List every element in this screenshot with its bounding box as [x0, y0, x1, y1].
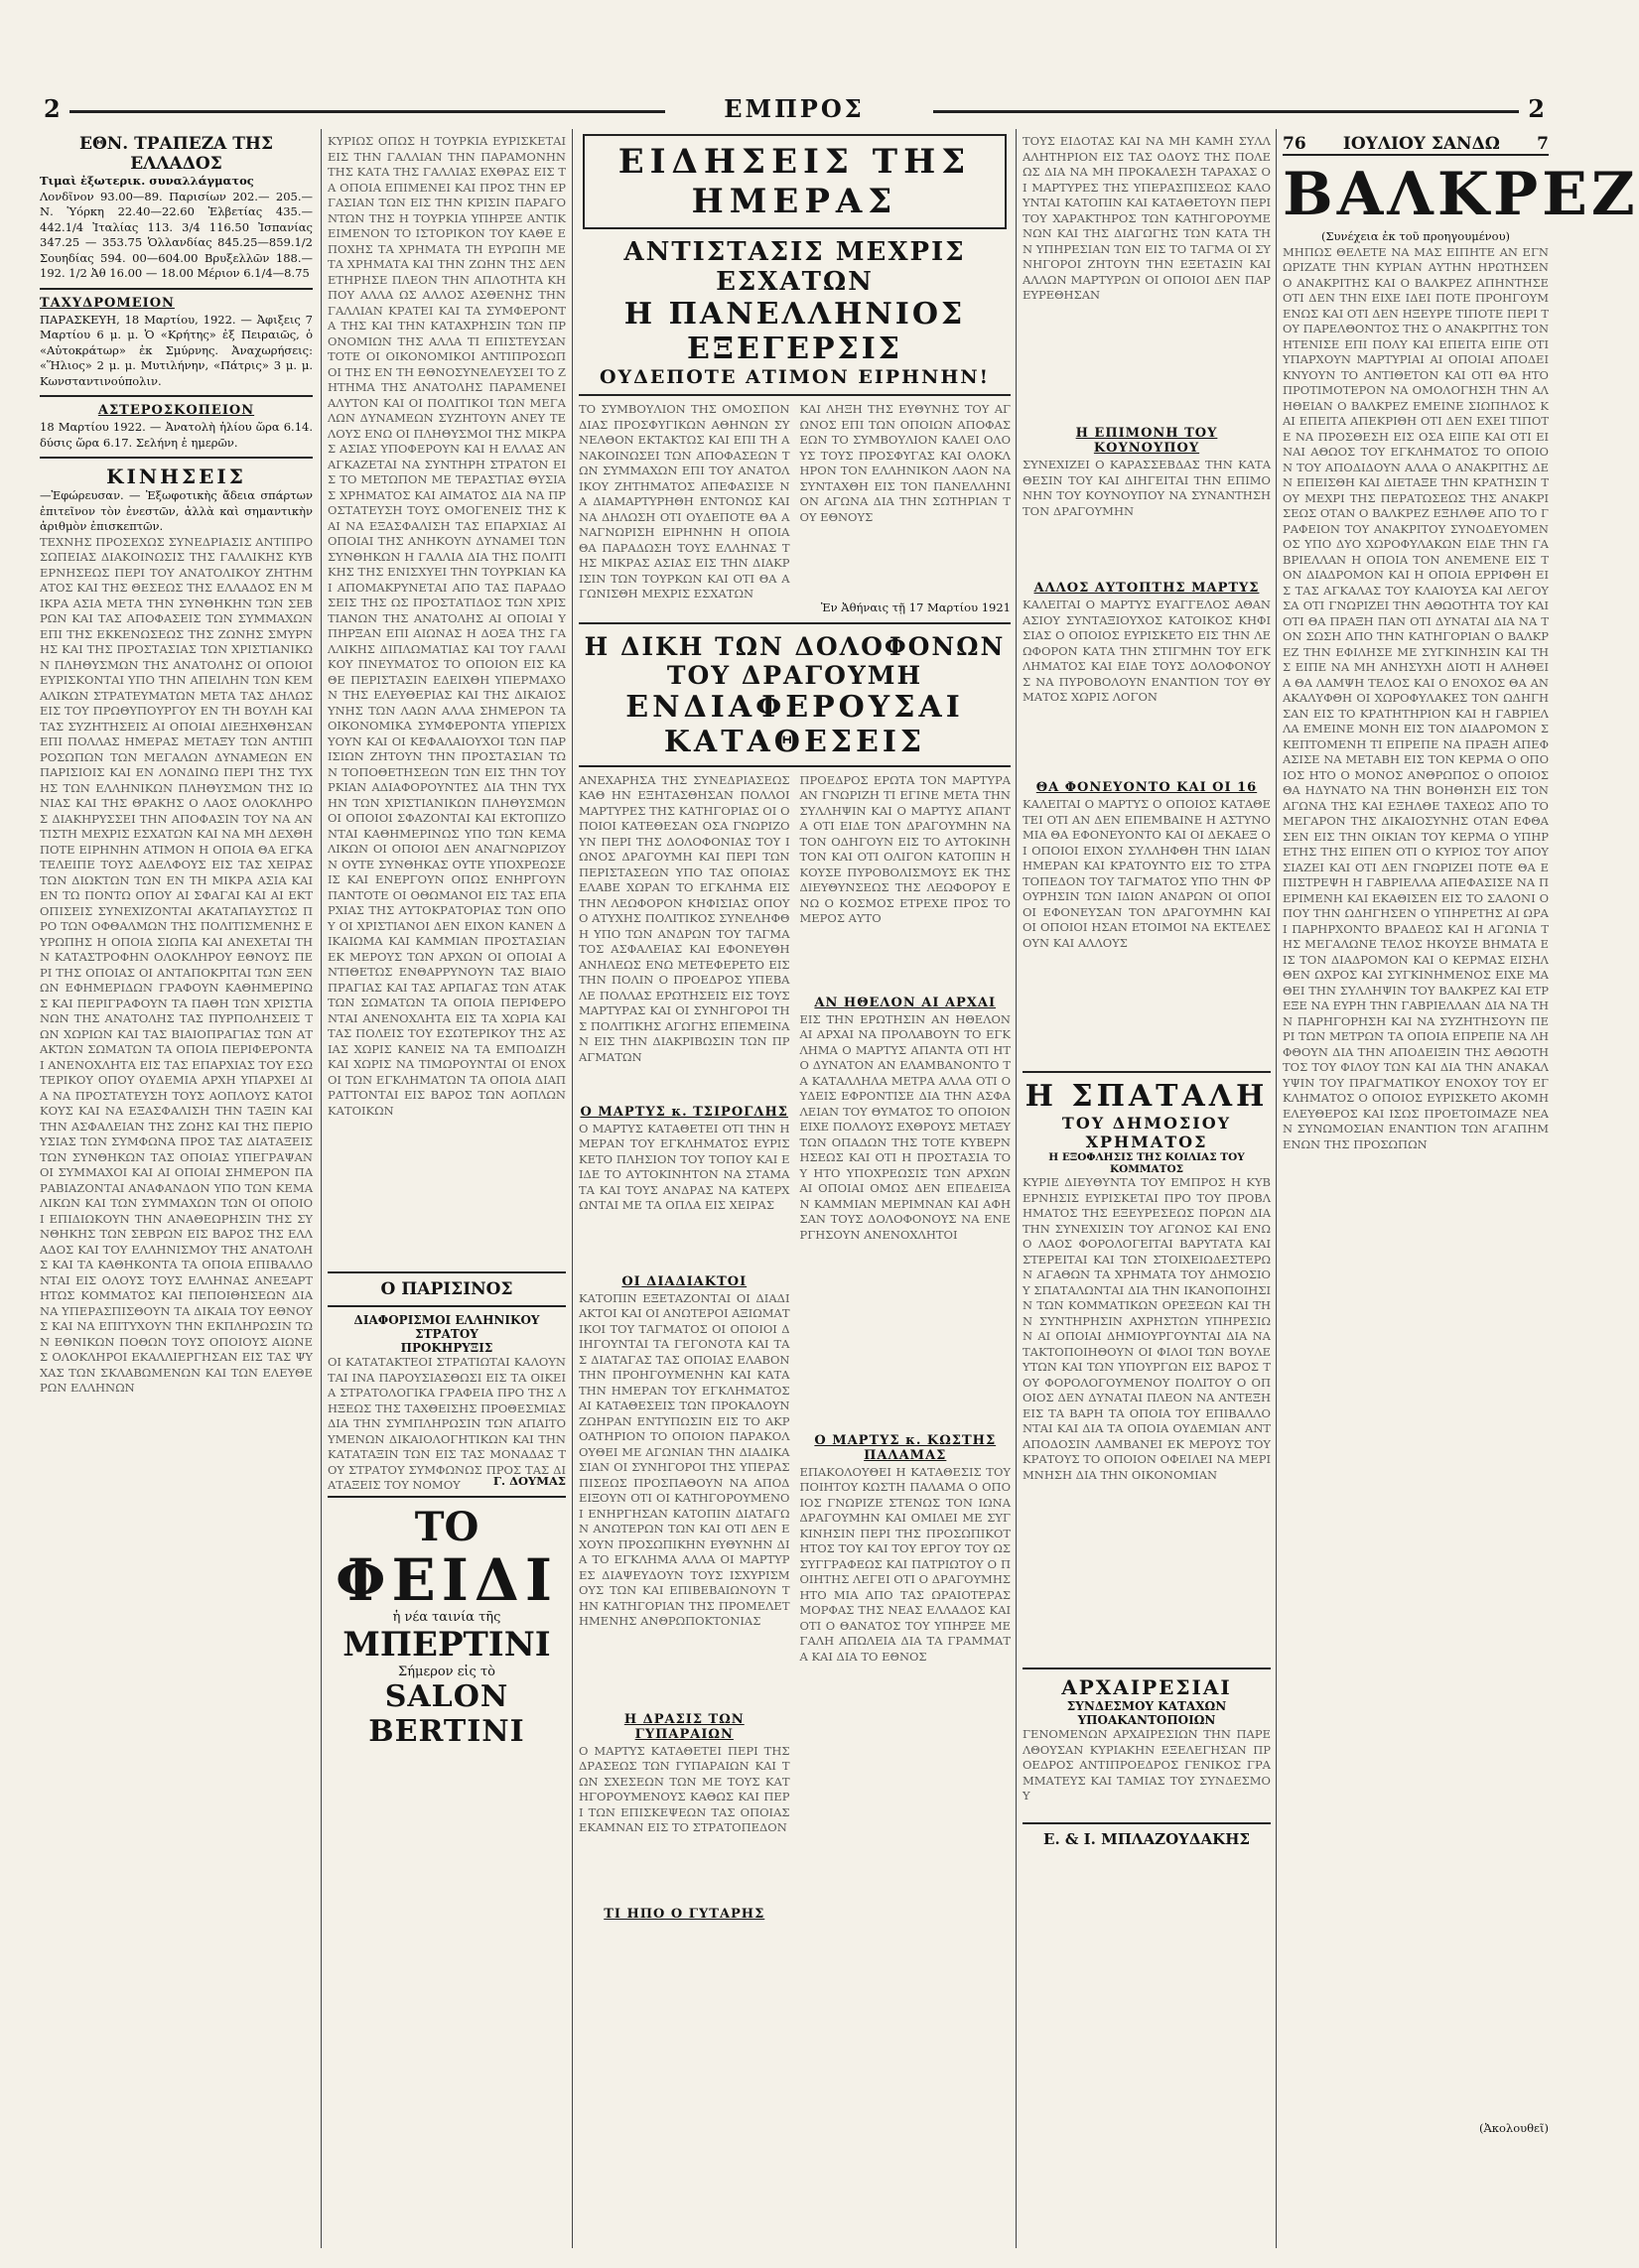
article-body: ΕΙΣ ΤΗΝ ΕΡΩΤΗΣΙΝ ΑΝ ΗΘΕΛΟΝ ΑΙ ΑΡΧΑΙ ΝΑ ΠΡΟΛΑΒΟΥΝ ΤΟ ΕΓΚΛΗΜΑ Ο ΜΑΡΤΥΣ ΑΠΑΝΤΑ ΟΤΙ ΗΤΟ ΔΥΝΑΤΟΝ ΑΝ ΕΛΑΜΒΑΝΟΝΤΟ ΤΑ ΚΑΤΑΛΛΗΛΑ ΜΕΤΡΑ ΑΛΛΑ ΟΤΙ ΟΥΔΕΙΣ ΕΦΡΟΝΤΙΣΕ ΔΙΑ ΤΗΝ ΑΣΦΑΛΕΙΑΝ ΤΟΥ ΘΥΜΑΤΟΣ ΤΟ ΟΠΟΙΟΝ ΕΙΧΕ ΠΟΛΛΟΥΣ ΕΧΘΡΟΥΣ ΜΕΤΑΞΥ ΤΩΝ ΟΠΑΔΩΝ ΤΗΣ ΤΟΤΕ ΚΥΒΕΡΝΗΣΕΩΣ ΚΑΙ ΟΤΙ Η ΠΡΟΣΤΑΣΙΑ ΤΟΥ ΗΤΟ ΥΠΟΧΡΕΩΣΙΣ ΤΩΝ ΑΡΧΩΝ ΑΙ ΟΠΟΙΑΙ ΟΜΩΣ ΔΕΝ ΕΠΕΔΕΙΞΑΝ ΚΑΜΜΙΑΝ ΜΕΡΙΜΝΑΝ ΚΑΙ ΑΦΗΣΑΝ ΤΟΥΣ ΔΟΛΟΦΟΝΟΥΣ ΝΑ ΕΝΕΡΓΗΣΟΥΝ ΑΝΕΝΟΧΛΗΤΟΙ — [799, 1011, 1011, 1242]
page-number-right: 2 — [1528, 94, 1545, 123]
fidi-ad-line1: ἡ νέα ταινία τῆς — [392, 1610, 501, 1626]
column-4 — [1023, 134, 1271, 2248]
headline-dragoumis-trial: Η ΔΙΚΗ ΤΩΝ ΔΟΛΟΦΟΝΩΝ ΤΟΥ ΔΡΑΓΟΥΜΗ — [584, 631, 1006, 690]
article-body: ΚΑΤΟΠΙΝ ΕΞΕΤΑΖΟΝΤΑΙ ΟΙ ΔΙΑΔΙΑΚΤΟΙ ΚΑΙ ΟΙ ΑΝΩΤΕΡΟΙ ΑΞΙΩΜΑΤΙΚΟΙ ΤΟΥ ΤΑΓΜΑΤΟΣ ΟΙ ΟΠΟΙΟΙ ΔΙΗΓΟΥΝΤΑΙ ΤΑ ΓΕΓΟΝΟΤΑ ΚΑΙ ΤΑΣ ΔΙΑΤΑΓΑΣ ΤΑΣ ΟΠΟΙΑΣ ΕΛΑΒΟΝ ΤΗΝ ΠΡΟΗΓΟΥΜΕΝΗΝ ΚΑΙ ΚΑΤΑ ΤΗΝ ΗΜΕΡΑΝ ΤΟΥ ΕΓΚΛΗΜΑΤΟΣ ΑΙ ΚΑΤΑΘΕΣΕΙΣ ΤΩΝ ΠΡΟΚΑΛΟΥΝ ΖΩΗΡΑΝ ΕΝΤΥΠΩΣΙΝ ΕΙΣ ΤΟ ΑΚΡΟΑΤΗΡΙΟΝ ΤΟ ΟΠΟΙΟΝ ΠΑΡΑΚΟΛΟΥΘΕΙ ΜΕ ΑΓΩΝΙΑΝ ΤΗΝ ΔΙΑΔΙΚΑΣΙΑΝ ΟΙ ΣΥΝΗΓΟΡΟΙ ΤΗΣ ΥΠΕΡΑΣΠΙΣΕΩΣ ΠΡΟΣΠΑΘΟΥΝ ΝΑ ΑΠΟΔΕΙΞΟΥΝ ΟΤΙ ΟΙ ΚΑΤΗΓΟΡΟΥΜΕΝΟΙ ΕΝΗΡΓΗΣΑΝ ΚΑΤΟΠΙΝ ΔΙΑΤΑΓΩΝ ΑΝΩΤΕΡΩΝ ΤΩΝ ΚΑΙ ΟΤΙ ΔΕΝ ΕΧΟΥΝ ΠΡΟΣΩΠΙΚΗΝ ΕΥΘΥΝΗΝ ΔΙΑ ΤΟ ΕΓΚΛΗΜΑ ΑΛΛΑ ΟΙ ΜΑΡΤΥΡΕΣ ΔΙΑΨΕΥΔΟΥΝ ΤΟΥΣ ΙΣΧΥΡΙΣΜΟΥΣ ΤΩΝ ΚΑΙ ΕΠΙΒΕΒΑΙΩΝΟΥΝ ΤΗΝ ΚΑΤΗΓΟΡΙΑΝ ΤΗΣ ΠΡΟΜΕΛΕΤΗΜΕΝΗΣ ΑΝΘΡΩΠΟΚΤΟΝΙΑΣ — [579, 1290, 790, 1628]
subhead-gyparaioi: Η ΔΡΑΣΙΣ ΤΩΝ ΓΥΠΑΡΑΙΩΝ — [623, 1711, 745, 1742]
army-ad-body: ΟΙ ΚΑΤΑΤΑΚΤΕΟΙ ΣΤΡΑΤΙΩΤΑΙ ΚΑΛΟΥΝΤΑΙ ΙΝΑ ΠΑΡΟΥΣΙΑΣΘΩΣΙ ΕΙΣ ΤΑ ΟΙΚΕΙΑ ΣΤΡΑΤΟΛΟΓΙΚΑ ΓΡΑΦΕΙΑ ΠΡΟ ΤΗΣ ΛΗΞΕΩΣ ΤΗΣ ΤΑΧΘΕΙΣΗΣ ΠΡΟΘΕΣΜΙΑΣ ΔΙΑ ΤΗΝ ΣΥΜΠΛΗΡΩΣΙΝ ΤΩΝ ΑΠΑΙΤΟΥΜΕΝΩΝ ΔΙΚΑΙΟΛΟΓΗΤΙΚΩΝ ΚΑΙ ΤΗΝ ΚΑΤΑΤΑΞΙΝ ΤΩΝ ΕΙΣ ΤΑΣ ΜΟΝΑΔΑΣ ΤΟΥ ΣΤΡΑΤΟΥ ΣΥΜΦΩΝΩΣ ΠΡΟΣ ΤΑΣ ΔΙΑΤΑΞΕΙΣ ΤΟΥ ΝΟΜΟΥ — [328, 1355, 566, 1492]
article-body: ΣΥΝΕΧΙΖΕΙ Ο ΚΑΡΑΣΣΕΒΔΑΣ ΤΗΝ ΚΑΤΑΘΕΣΙΝ ΤΟΥ ΚΑΙ ΔΙΗΓΕΙΤΑΙ ΤΗΝ ΕΠΙΜΟΝΗΝ ΤΟΥ ΚΟΥΝΟΥΠΟΥ ΝΑ ΣΥΝΑΝΤΗΣΗ ΤΟΝ ΔΡΑΓΟΥΜΗΝ — [1023, 458, 1271, 518]
article-body: ΤΕΧΝΗΣ ΠΡΟΣΕΧΩΣ ΣΥΝΕΔΡΙΑΣΙΣ ΑΝΤΙΠΡΟΣΩΠΕΙΑΣ ΔΙΑΚΟΙΝΩΣΙΣ ΤΗΣ ΓΑΛΛΙΚΗΣ ΚΥΒΕΡΝΗΣΕΩΣ ΠΕΡΙ ΤΟΥ ΑΝΑΤΟΛΙΚΟΥ ΖΗΤΗΜΑΤΟΣ ΚΑΙ ΤΗΣ ΘΕΣΕΩΣ ΤΗΣ ΕΛΛΑΔΟΣ ΕΝ ΜΙΚΡΑ ΑΣΙΑ ΜΕΤΑ ΤΗΝ ΣΥΝΘΗΚΗΝ ΤΩΝ ΣΕΒΡΩΝ ΚΑΙ ΤΑΣ ΑΠΟΦΑΣΕΙΣ ΤΩΝ ΣΥΜΜΑΧΩΝ ΕΠΙ ΤΗΣ ΕΚΚΕΝΩΣΕΩΣ ΤΗΣ ΖΩΝΗΣ ΣΜΥΡΝΗΣ ΚΑΙ ΤΗΣ ΠΡΟΣΤΑΣΙΑΣ ΤΩΝ ΧΡΙΣΤΙΑΝΙΚΩΝ ΠΛΗΘΥΣΜΩΝ ΤΗΣ ΑΝΑΤΟΛΗΣ ΟΙ ΟΠΟΙΟΙ ΕΥΡΙΣΚΟΝΤΑΙ ΥΠΟ ΤΗΝ ΑΠΕΙΛΗΝ ΤΩΝ ΚΕΜΑΛΙΚΩΝ ΣΤΡΑΤΕΥΜΑΤΩΝ ΜΕΤΑ ΤΑΣ ΔΗΛΩΣΕΙΣ ΤΟΥ ΠΡΩΘΥΠΟΥΡΓΟΥ ΕΝ ΤΗ ΒΟΥΛΗ ΚΑΙ ΤΑΣ ΣΥΖΗΤΗΣΕΙΣ ΑΙ ΟΠΟΙΑΙ ΔΙΕΞΗΧΘΗΣΑΝ ΕΠΙ ΠΟΛΛΑΣ ΗΜΕΡΑΣ ΜΕΤΑΞΥ ΤΩΝ ΑΝΤΙΠΡΟΣΩΠΩΝ ΤΩΝ ΜΕΓΑΛΩΝ ΔΥΝΑΜΕΩΝ ΕΝ ΠΑΡΙΣΙΟΙΣ ΚΑΙ ΕΝ ΛΟΝΔΙΝΩ ΠΕΡΙ ΤΗΣ ΤΥΧΗΣ ΤΩΝ ΕΛΛΗΝΙΚΩΝ ΠΛΗΘΥΣΜΩΝ ΤΗΣ ΙΩΝΙΑΣ ΚΑΙ ΤΗΣ ΘΡΑΚΗΣ Ο ΛΑΟΣ ΟΛΟΚΛΗΡΟΣ ΔΙΑΚΗΡΥΣΣΕΙ ΤΗΝ ΑΠΟΦΑΣΙΝ ΤΟΥ ΝΑ ΑΝΤΙΣΤΗ ΜΕΧΡΙΣ ΕΣΧΑΤΩΝ ΚΑΙ ΝΑ ΜΗ ΔΕΧΘΗ ΠΟΤΕ ΕΙΡΗΝΗΝ ΑΤΙΜΟΝ Η ΟΠΟΙΑ ΘΑ ΕΓΚΑΤΕΛΕΙΠΕ ΤΟΥΣ ΑΔΕΛΦΟΥΣ ΕΙΣ ΤΑΣ ΧΕΙΡΑΣ ΤΩΝ ΔΙΩΚΤΩΝ ΤΩΝ ΕΝ ΤΗ ΜΙΚΡΑ ΑΣΙΑ ΚΑΙ ΕΝ ΤΩ ΠΟΝΤΩ ΟΠΟΥ ΑΙ ΣΦΑΓΑΙ ΚΑΙ ΑΙ ΕΚΤΟΠΙΣΕΙΣ ΣΥΝΕΧΙΖΟΝΤΑΙ ΑΚΑΤΑΠΑΥΣΤΩΣ ΠΡΟ ΤΩΝ ΟΦΘΑΛΜΩΝ ΤΗΣ ΠΟΛΙΤΙΣΜΕΝΗΣ ΕΥΡΩΠΗΣ Η ΟΠΟΙΑ ΣΙΩΠΑ ΚΑΙ ΑΝΕΧΕΤΑΙ ΤΗΝ ΚΑΤΑΣΤΡΟΦΗΝ ΟΛΟΚΛΗΡΟΥ ΕΘΝΟΥΣ ΠΕΡΙ ΤΗΣ ΟΠΟΙΑΣ ΟΙ ΑΝΤΑΠΟΚΡΙΤΑΙ ΤΩΝ ΞΕΝΩΝ ΕΦΗΜΕΡΙΔΩΝ ΓΡΑΦΟΥΝ ΚΑΘΗΜΕΡΙΝΩΣ ΚΑΙ ΠΕΡΙΓΡΑΦΟΥΝ ΤΑ ΠΑΘΗ ΤΩΝ ΧΡΙΣΤΙΑΝΩΝ ΤΗΣ ΑΝΑΤΟΛΗΣ ΤΑΣ ΠΥΡΠΟΛΗΣΕΙΣ ΤΩΝ ΧΩΡΙΩΝ ΚΑΙ ΤΑΣ ΒΙΑΙΟΠΡΑΓΙΑΣ ΤΩΝ ΑΤΑΚΤΩΝ ΣΩΜΑΤΩΝ ΤΑ ΟΠΟΙΑ ΠΕΡΙΦΕΡΟΝΤΑΙ ΑΝΕΝΟΧΛΗΤΑ ΕΙΣ ΤΑΣ ΕΠΑΡΧΙΑΣ ΤΟΥ ΕΣΩΤΕΡΙΚΟΥ ΟΠΟΥ ΟΥΔΕΜΙΑ ΑΡΧΗ ΥΠΑΡΧΕΙ ΔΙΑ ΝΑ ΠΡΟΣΤΑΤΕΥΣΗ ΤΟΥΣ ΑΟΠΛΟΥΣ ΚΑΤΟΙΚΟΥΣ ΚΑΙ ΝΑ ΕΞΑΣΦΑΛΙΣΗ ΤΗΝ ΤΑΞΙΝ ΚΑΙ ΤΗΝ ΑΣΦΑΛΕΙΑΝ ΤΗΣ ΖΩΗΣ ΚΑΙ ΤΗΣ ΠΕΡΙΟΥΣΙΑΣ ΤΩΝ ΣΥΜΦΩΝΑ ΠΡΟΣ ΤΑΣ ΔΙΑΤΑΞΕΙΣ ΤΩΝ ΣΥΝΘΗΚΩΝ ΤΑΣ ΟΠΟΙΑΣ ΥΠΕΓΡΑΨΑΝ ΟΙ ΣΥΜΜΑΧΟΙ ΚΑΙ ΑΙ ΟΠΟΙΑΙ ΣΗΜΕΡΟΝ ΠΑΡΑΒΙΑΖΟΝΤΑΙ ΑΝΑΦΑΝΔΟΝ ΥΠΟ ΤΩΝ ΚΕΜΑΛΙΚΩΝ ΚΑΙ ΤΩΝ ΣΥΜΜΑΧΩΝ ΤΩΝ ΟΙ ΟΠΟΙΟΙ ΕΠΙΔΙΩΚΟΥΝ ΤΗΝ ΑΝΑΘΕΩΡΗΣΙΝ ΤΗΣ ΣΥΝΘΗΚΗΣ ΤΩΝ ΣΕΒΡΩΝ ΕΙΣ ΒΑΡΟΣ ΤΗΣ ΕΛΛΑΔΟΣ ΚΑΙ ΤΟΥ ΕΛΛΗΝΙΣΜΟΥ ΤΗΣ ΑΝΑΤΟΛΗΣ ΚΑΙ ΤΑ ΚΑΘΗΚΟΝΤΑ ΤΑ ΟΠΟΙΑ ΕΠΙΒΑΛΛΟΝΤΑΙ ΕΙΣ ΟΛΟΥΣ ΤΟΥΣ ΕΛΛΗΝΑΣ ΑΝΕΞΑΡΤΗΤΩΣ ΚΟΜΜΑΤΟΣ ΚΑΙ ΠΕΠΟΙΘΗΣΕΩΝ ΔΙΑ ΝΑ ΥΠΕΡΑΣΠΙΣΘΟΥΝ ΤΑ ΔΙΚΑΙΑ ΤΟΥ ΕΘΝΟΥΣ ΚΑΙ ΝΑ ΕΠΙΤΥΧΟΥΝ ΤΗΝ ΕΚΠΛΗΡΩΣΙΝ ΤΩΝ ΕΘΝΙΚΩΝ ΠΟΘΩΝ ΤΟΥΣ ΟΠΟΙΟΥΣ ΑΙΩΝΕΣ ΟΛΟΚΛΗΡΟΙ ΕΚΑΛΛΙΕΡΓΗΣΑΝ ΕΙΣ ΤΑΣ ΨΥΧΑΣ ΤΩΝ ΣΚΛΑΒΩΜΕΝΩΝ ΚΑΙ ΤΩΝ ΕΛΕΥΘΕΡΩΝ ΕΛΛΗΝΩΝ — [40, 534, 313, 1395]
article-body: ΠΡΟΕΔΡΟΣ ΕΡΩΤΑ ΤΟΝ ΜΑΡΤΥΡΑ ΑΝ ΓΝΩΡΙΖΗ ΤΙ ΕΓΙΝΕ ΜΕΤΑ ΤΗΝ ΣΥΛΛΗΨΙΝ ΚΑΙ Ο ΜΑΡΤΥΣ ΑΠΑΝΤΑ ΟΤΙ ΕΙΔΕ ΤΟΝ ΔΡΑΓΟΥΜΗΝ ΝΑ ΤΟΝ ΟΔΗΓΟΥΝ ΕΙΣ ΤΟ ΑΥΤΟΚΙΝΗΤΟΝ ΚΑΙ ΟΤΙ ΟΛΙΓΟΝ ΚΑΤΟΠΙΝ ΗΚΟΥΣΕ ΠΥΡΟΒΟΛΙΣΜΟΥΣ ΕΚ ΤΗΣ ΔΙΕΥΘΥΝΣΕΩΣ ΤΗΣ ΛΕΩΦΟΡΟΥ ΕΝΩ Ο ΚΟΣΜΟΣ ΕΤΡΕΧΕ ΠΡΟΣ ΤΟ ΜΕΡΟΣ ΑΥΤΟ — [799, 772, 1011, 925]
subhead-diadiaktoi: ΟΙ ΔΙΑΔΙΑΚΤΟΙ — [621, 1273, 748, 1289]
subhead-sixteen: ΘΑ ΦΟΝΕΥΟΝΤΟ ΚΑΙ ΟΙ 16 — [1035, 780, 1258, 795]
fidi-ad-title: ΦΕΙΔΙ — [336, 1545, 558, 1614]
masthead — [40, 94, 1549, 124]
post-title: ΤΑΧΥΔΡΟΜΕΙΟΝ — [40, 295, 175, 311]
subhead-witness-tsiroglis: Ο ΜΑΡΤΥΣ κ. ΤΣΙΡΟΓΛΗΣ — [580, 1104, 788, 1120]
fidi-ad-bertini: ΜΠΕΡΤΙΝΙ — [342, 1625, 551, 1666]
column-3 — [579, 134, 1011, 2248]
article-body: ΕΠΑΚΟΛΟΥΘΕΙ Η ΚΑΤΑΘΕΣΙΣ ΤΟΥ ΠΟΙΗΤΟΥ ΚΩΣΤΗ ΠΑΛΑΜΑ Ο ΟΠΟΙΟΣ ΓΝΩΡΙΖΕ ΣΤΕΝΩΣ ΤΟΝ ΙΩΝΑ ΔΡΑΓΟΥΜΗΝ ΚΑΙ ΟΜΙΛΕΙ ΜΕ ΣΥΓΚΙΝΗΣΙΝ ΠΕΡΙ ΤΗΣ ΠΡΟΣΩΠΙΚΟΤΗΤΟΣ ΤΟΥ ΚΑΙ ΤΟΥ ΕΡΓΟΥ ΤΟΥ ΩΣ ΣΥΓΓΡΑΦΕΩΣ ΚΑΙ ΠΑΤΡΙΩΤΟΥ Ο ΠΟΙΗΤΗΣ ΛΕΓΕΙ ΟΤΙ Ο ΔΡΑΓΟΥΜΗΣ ΗΤΟ ΜΙΑ ΑΠΟ ΤΑΣ ΩΡΑΙΟΤΕΡΑΣ ΜΟΡΦΑΣ ΤΗΣ ΝΕΑΣ ΕΛΛΑΔΟΣ ΚΑΙ ΟΤΙ Ο ΘΑΝΑΤΟΣ ΤΟΥ ΥΠΗΡΞΕ ΜΕΓΑΛΗ ΑΠΩΛΕΙΑ ΔΙΑ ΤΑ ΓΡΑΜΜΑΤΑ ΚΑΙ ΔΙΑ ΤΟ ΕΘΝΟΣ — [799, 1464, 1011, 1664]
column-2 — [328, 134, 566, 2248]
column-1 — [40, 134, 313, 2248]
ad-merchant-name: Ε. & Ι. ΜΠΛΑΖΟΥΔΑΚΗΣ — [1043, 1830, 1250, 1848]
article-body: ΑΝΕΧΑΡΗΣΑ ΤΗΣ ΣΥΝΕΔΡΙΑΣΕΩΣ ΚΑΘ ΗΝ ΕΞΗΤΑΣΘΗΣΑΝ ΠΟΛΛΟΙ ΜΑΡΤΥΡΕΣ ΤΗΣ ΚΑΤΗΓΟΡΙΑΣ ΟΙ ΟΠΟΙΟΙ ΚΑΤΕΘΕΣΑΝ ΟΣΑ ΓΝΩΡΙΖΟΥΝ ΠΕΡΙ ΤΗΣ ΔΟΛΟΦΟΝΙΑΣ ΤΟΥ ΙΩΝΟΣ ΔΡΑΓΟΥΜΗ ΚΑΙ ΠΕΡΙ ΤΩΝ ΠΕΡΙΣΤΑΣΕΩΝ ΥΠΟ ΤΑΣ ΟΠΟΙΑΣ ΕΛΑΒΕ ΧΩΡΑΝ ΤΟ ΕΓΚΛΗΜΑ ΕΙΣ ΤΗΝ ΛΕΩΦΟΡΟΝ ΚΗΦΙΣΙΑΣ ΟΠΟΥ Ο ΑΤΥΧΗΣ ΠΟΛΙΤΙΚΟΣ ΣΥΝΕΛΗΦΘΗ ΥΠΟ ΤΩΝ ΑΝΔΡΩΝ ΤΟΥ ΤΑΓΜΑΤΟΣ ΑΣΦΑΛΕΙΑΣ ΚΑΙ ΕΦΟΝΕΥΘΗ ΑΝΗΛΕΩΣ ΕΝΩ ΜΕΤΕΦΕΡΕΤΟ ΕΙΣ ΤΗΝ ΠΟΛΙΝ Ο ΠΡΟΕΔΡΟΣ ΥΠΕΒΑΛΕ ΠΟΛΛΑΣ ΕΡΩΤΗΣΕΙΣ ΕΙΣ ΤΟΥΣ ΜΑΡΤΥΡΑΣ ΚΑΙ ΟΙ ΣΥΝΗΓΟΡΟΙ ΤΗΣ ΠΟΛΙΤΙΚΗΣ ΑΓΩΓΗΣ ΕΠΕΜΕΙΝΑΝ ΕΙΣ ΤΗΝ ΔΙΑΚΡΙΒΩΣΙΝ ΤΩΝ ΠΡΑΓΜΑΤΩΝ — [579, 772, 790, 1064]
headline-testimonies: ΕΝΔΙΑΦΕΡΟΥΣΑΙ ΚΑΤΑΘΕΣΕΙΣ — [625, 689, 964, 759]
fidi-ad-line2: Σήμερον εἰς τὸ — [398, 1665, 495, 1680]
army-ad-title: ΔΙΑΦΟΡΙΣΜΟΙ ΕΛΛΗΝΙΚΟΥ ΣΤΡΑΤΟΥ — [353, 1313, 540, 1341]
serial-body: ΜΗΠΩΣ ΘΕΛΕΤΕ ΝΑ ΜΑΣ ΕΙΠΗΤΕ ΑΝ ΕΓΝΩΡΙΖΑΤΕ ΤΗΝ ΚΥΡΙΑΝ ΑΥΤΗΝ ΗΡΩΤΗΣΕΝ Ο ΑΝΑΚΡΙΤΗΣ ΚΑΙ Ο ΒΑΛΚΡΕΖ ΑΠΗΝΤΗΣΕ ΟΤΙ ΔΕΝ ΤΗΝ ΕΙΧΕ ΙΔΕΙ ΠΟΤΕ ΠΡΟΗΓΟΥΜΕΝΩΣ ΚΑΙ ΟΤΙ ΔΕΝ ΗΞΕΥΡΕ ΤΙΠΟΤΕ ΠΕΡΙ ΤΟΥ ΠΑΡΕΛΘΟΝΤΟΣ ΤΗΣ Ο ΑΝΑΚΡΙΤΗΣ ΤΟΝ ΗΤΕΝΙΣΕ ΕΠΙ ΠΟΛΥ ΚΑΙ ΕΠΕΙΤΑ ΕΙΠΕ ΟΤΙ ΥΠΑΡΧΟΥΝ ΜΑΡΤΥΡΙΑΙ ΑΙ ΟΠΟΙΑΙ ΑΠΟΔΕΙΚΝΥΟΥΝ ΤΟ ΑΝΤΙΘΕΤΟΝ ΚΑΙ ΟΤΙ ΘΑ ΗΤΟ ΠΡΟΤΙΜΟΤΕΡΟΝ ΝΑ ΟΜΟΛΟΓΗΣΗ ΤΗΝ ΑΛΗΘΕΙΑΝ Ο ΒΑΛΚΡΕΖ ΕΜΕΙΝΕ ΣΙΩΠΗΛΟΣ ΚΑΙ ΕΠΕΙΤΑ ΑΠΕΚΡΙΘΗ ΟΤΙ ΔΕΝ ΕΧΕΙ ΤΙΠΟΤΕ ΝΑ ΠΡΟΣΘΕΣΗ ΕΙΣ ΟΣΑ ΕΙΠΕ ΚΑΙ ΟΤΙ ΕΙΝΑΙ ΑΘΩΟΣ ΤΟΥ ΕΓΚΛΗΜΑΤΟΣ ΤΟ ΟΠΟΙΟΝ ΤΟΥ ΑΠΟΔΙΔΟΥΝ ΑΛΛΑ Ο ΑΝΑΚΡΙΤΗΣ ΔΕΝ ΕΠΕΙΣΘΗ ΚΑΙ ΔΙΕΤΑΞΕ ΤΗΝ ΚΡΑΤΗΣΙΝ ΤΟΥ ΜΕΧΡΙ ΤΗΣ ΠΕΡΑΤΩΣΕΩΣ ΤΗΣ ΑΝΑΚΡΙΣΕΩΣ ΟΤΑΝ Ο ΒΑΛΚΡΕΖ ΕΞΗΛΘΕ ΑΠΟ ΤΟ ΓΡΑΦΕΙΟΝ ΤΟΥ ΑΝΑΚΡΙΤΟΥ ΣΥΝΟΔΕΥΟΜΕΝΟΣ ΥΠΟ ΔΥΟ ΧΩΡΟΦΥΛΑΚΩΝ ΕΙΔΕ ΤΗΝ ΓΑΒΡΙΕΛΛΑΝ Η ΟΠΟΙΑ ΤΟΝ ΑΝΕΜΕΝΕ ΕΙΣ ΤΟΝ ΔΙΑΔΡΟΜΟΝ ΚΑΙ Η ΟΠΟΙΑ ΕΡΡΙΦΘΗ ΕΙΣ ΤΑΣ ΑΓΚΑΛΑΣ ΤΟΥ ΚΛΑΙΟΥΣΑ ΚΑΙ ΛΕΓΟΥΣΑ ΟΤΙ ΓΝΩΡΙΖΕΙ ΤΗΝ ΑΘΩΟΤΗΤΑ ΤΟΥ ΚΑΙ ΟΤΙ ΘΑ ΠΡΑΞΗ ΠΑΝ ΟΤΙ ΔΥΝΑΤΑΙ ΔΙΑ ΝΑ ΤΟΝ ΣΩΣΗ ΑΠΟ ΤΗΝ ΚΑΤΗΓΟΡΙΑΝ Ο ΒΑΛΚΡΕΖ ΤΗΝ ΕΦΙΛΗΣΕ ΜΕ ΣΥΓΚΙΝΗΣΙΝ ΚΑΙ ΤΗΣ ΕΙΠΕ ΝΑ ΜΗ ΑΝΗΣΥΧΗ ΔΙΟΤΙ Η ΑΛΗΘΕΙΑ ΘΑ ΛΑΜΨΗ ΤΕΛΟΣ ΚΑΙ Ο ΕΝΟΧΟΣ ΘΑ ΑΝΑΚΑΛΥΦΘΗ ΟΙ ΧΩΡΟΦΥΛΑΚΕΣ ΤΟΝ ΩΔΗΓΗΣΑΝ ΕΙΣ ΤΟ ΚΡΑΤΗΤΗΡΙΟΝ ΚΑΙ Η ΓΑΒΡΙΕΛΛΑ ΕΜΕΙΝΕ ΜΟΝΗ ΕΙΣ ΤΟΝ ΔΙΑΔΡΟΜΟΝ ΣΚΕΠΤΟΜΕΝΗ ΤΙ ΕΠΡΕΠΕ ΝΑ ΠΡΑΞΗ ΑΠΕΦΑΣΙΣΕ ΝΑ ΜΕΤΑΒΗ ΕΙΣ ΤΟΝ ΚΕΡΜΑ Ο ΟΠΟΙΟΣ ΗΤΟ Ο ΜΟΝΟΣ ΑΝΘΡΩΠΟΣ Ο ΟΠΟΙΟΣ ΘΑ ΗΔΥΝΑΤΟ ΝΑ ΤΗΝ ΒΟΗΘΗΣΗ ΕΙΣ ΤΟΝ ΑΓΩΝΑ ΤΗΣ ΚΑΙ ΕΞΗΛΘΕ ΤΑΧΕΩΣ ΑΠΟ ΤΟ ΜΕΓΑΡΟΝ ΤΗΣ ΔΙΚΑΙΟΣΥΝΗΣ ΟΤΑΝ ΕΦΘΑΣΕΝ ΕΙΣ ΤΗΝ ΟΙΚΙΑΝ ΤΟΥ ΚΕΡΜΑ Ο ΥΠΗΡΕΤΗΣ ΤΗΣ ΕΙΠΕΝ ΟΤΙ Ο ΚΥΡΙΟΣ ΤΟΥ ΑΠΟΥΣΙΑΖΕΙ ΚΑΙ ΟΤΙ ΔΕΝ ΓΝΩΡΙΖΕΙ ΠΟΤΕ ΘΑ ΕΠΙΣΤΡΕΨΗ Η ΓΑΒΡΙΕΛΛΑ ΑΠΕΦΑΣΙΣΕ ΝΑ ΠΕΡΙΜΕΝΗ ΚΑΙ ΕΚΑΘΙΣΕΝ ΕΙΣ ΤΟ ΣΑΛΟΝΙ ΟΠΟΥ ΤΗΝ ΩΔΗΓΗΣΕΝ Ο ΥΠΗΡΕΤΗΣ ΑΙ ΩΡΑΙ ΠΑΡΗΡΧΟΝΤΟ ΒΡΑΔΕΩΣ ΚΑΙ Η ΑΓΩΝΙΑ ΤΗΣ ΜΕΓΑΛΩΝΕ ΤΕΛΟΣ ΗΚΟΥΣΕ ΒΗΜΑΤΑ ΕΙΣ ΤΟΝ ΔΙΑΔΡΟΜΟΝ ΚΑΙ Ο ΚΕΡΜΑΣ ΕΙΣΗΛΘΕΝ ΩΧΡΟΣ ΚΑΙ ΣΥΓΚΙΝΗΜΕΝΟΣ ΕΙΧΕ ΜΑΘΕΙ ΤΗΝ ΣΥΛΛΗΨΙΝ ΤΟΥ ΒΑΛΚΡΕΖ ΚΑΙ ΕΤΡΕΞΕ ΝΑ ΕΥΡΗ ΤΗΝ ΓΑΒΡΙΕΛΛΑΝ ΔΙΑ ΝΑ ΤΗΝ ΠΑΡΗΓΟΡΗΣΗ ΚΑΙ ΝΑ ΣΥΖΗΤΗΣΟΥΝ ΠΕΡΙ ΤΩΝ ΜΕΤΡΩΝ ΤΑ ΟΠΟΙΑ ΕΠΡΕΠΕ ΝΑ ΛΗΦΘΟΥΝ ΔΙΑ ΤΗΝ ΑΠΟΔΕΙΞΙΝ ΤΗΣ ΑΘΩΟΤΗΤΟΣ ΤΟΥ ΦΙΛΟΥ ΤΩΝ ΚΑΙ ΔΙΑ ΤΗΝ ΑΝΑΚΑΛΥΨΙΝ ΤΟΥ ΠΡΑΓΜΑΤΙΚΟΥ ΕΝΟΧΟΥ ΤΟΥ ΕΓΚΛΗΜΑΤΟΣ Ο ΟΠΟΙΟΣ ΕΥΡΙΣΚΕΤΟ ΑΚΟΜΗ ΕΛΕΥΘΕΡΟΣ ΚΑΙ ΙΣΩΣ ΠΡΟΕΤΟΙΜΑΖΕ ΝΕΑΝ ΣΥΝΩΜΟΣΙΑΝ ΕΝΑΝΤΙΟΝ ΤΩΝ ΑΓΑΠΗΜΕΝΩΝ ΤΗΣ ΠΡΟΣΩΠΩΝ — [1283, 244, 1550, 1151]
page-number-left: 2 — [44, 94, 61, 123]
observatory-title: ΑΣΤΕΡΟΣΚΟΠΕΙΟΝ — [97, 403, 255, 418]
article-body: Ο ΜΑΡΤΥΣ ΚΑΤΑΘΕΤΕΙ ΠΕΡΙ ΤΗΣ ΔΡΑΣΕΩΣ ΤΩΝ ΓΥΠΑΡΑΙΩΝ ΚΑΙ ΤΩΝ ΣΧΕΣΕΩΝ ΤΩΝ ΜΕ ΤΟΥΣ ΚΑΤΗΓΟΡΟΥΜΕΝΟΥΣ ΚΑΘΩΣ ΚΑΙ ΠΕΡΙ ΤΩΝ ΕΠΙΣΚΕΨΕΩΝ ΤΑΣ ΟΠΟΙΑΣ ΕΚΑΜΝΑΝ ΕΙΣ ΤΟ ΣΤΡΑΤΟΠΕΔΟΝ — [579, 1743, 790, 1834]
article-body: ΚΥΡΙΩΣ ΟΠΩΣ Η ΤΟΥΡΚΙΑ ΕΥΡΙΣΚΕΤΑΙ ΕΙΣ ΤΗΝ ΓΑΛΛΙΑΝ ΤΗΝ ΠΑΡΑΜΟΝΗΝ ΤΗΣ ΚΑΤΑ ΤΗΣ ΓΑΛΛΙΑΣ ΕΧΘΡΑΣ ΕΙΣ ΤΑ ΟΠΟΙΑ ΕΠΙΜΕΝΕΙ ΚΑΙ ΠΡΟΣ ΤΗΝ ΕΡΓΑΣΙΑΝ ΤΩΝ ΕΙΣ ΤΗΝ ΚΡΙΣΙΝ ΠΑΡΑΓΟΝΤΩΝ ΤΗΣ Η ΤΟΥΡΚΙΑ ΥΠΗΡΞΕ ΑΝΤΙΚΕΙΜΕΝΟΝ ΤΟ ΙΣΤΟΡΙΚΟΝ ΤΟΥ ΚΑΘΕ ΕΠΟΧΗΣ ΤΑ ΧΡΗΜΑΤΑ ΤΗ ΕΥΡΩΠΗ ΜΕ ΤΑ ΧΡΗΜΑΤΑ ΚΑΙ ΤΗΝ ΖΩΗΝ ΤΗΣ ΔΕΝ ΕΤΗΡΗΣΕ ΠΛΕΟΝ ΤΗΝ ΑΠΛΟΤΗΤΑ ΚΗΠΟΥ ΑΛΛΑ ΩΣ ΑΛΛΟΣ ΑΣΘΕΝΗΣ ΤΗΝ ΓΑΛΛΙΑΝ ΚΡΑΤΕΙ ΚΑΙ ΤΑ ΣΥΜΦΕΡΟΝΤΑ ΤΗΣ ΚΑΙ ΤΗΝ ΚΑΤΑΧΡΗΣΙΝ ΤΩΝ ΠΡΟΝΟΜΙΩΝ ΤΗΣ ΑΛΛΑ ΤΙ ΕΠΙΣΤΕΥΣΑΝ ΤΟΤΕ ΟΙ ΟΙΚΟΝΟΜΙΚΟΙ ΑΝΤΙΠΡΟΣΩΠΟΙ ΤΗΣ ΕΝ ΤΗ ΕΘΝΟΣΥΝΕΛΕΥΣΕΙ ΤΟ ΖΗΤΗΜΑ ΤΗΣ ΑΝΑΤΟΛΗΣ ΠΑΡΑΜΕΝΕΙ ΑΛΥΤΟΝ ΚΑΙ ΟΙ ΠΟΛΙΤΙΚΟΙ ΤΩΝ ΜΕΓΑΛΩΝ ΔΥΝΑΜΕΩΝ ΣΥΖΗΤΟΥΝ ΑΝΕΥ ΤΕΛΟΥΣ ΕΝΩ ΟΙ ΠΛΗΘΥΣΜΟΙ ΤΗΣ ΜΙΚΡΑΣ ΑΣΙΑΣ ΥΠΟΦΕΡΟΥΝ ΚΑΙ Η ΕΛΛΑΣ ΑΝΑΓΚΑΖΕΤΑΙ ΝΑ ΣΥΝΤΗΡΗ ΣΤΡΑΤΟΝ ΕΙΣ ΤΟ ΜΕΤΩΠΟΝ ΜΕ ΤΕΡΑΣΤΙΑΣ ΘΥΣΙΑΣ ΧΡΗΜΑΤΟΣ ΚΑΙ ΑΙΜΑΤΟΣ ΔΙΑ ΝΑ ΠΡΟΣΤΑΤΕΥΣΗ ΤΟΥΣ ΟΜΟΓΕΝΕΙΣ ΤΗΣ ΚΑΙ ΝΑ ΕΞΑΣΦΑΛΙΣΗ ΤΑΣ ΕΠΑΡΧΙΑΣ ΑΙ ΟΠΟΙΑΙ ΤΗΣ ΑΝΗΚΟΥΝ ΔΥΝΑΜΕΙ ΤΩΝ ΣΥΝΘΗΚΩΝ Η ΓΑΛΛΙΑ ΔΙΑ ΤΗΣ ΠΟΛΙΤΙΚΗΣ ΤΗΣ ΕΝΙΣΧΥΕΙ ΤΗΝ ΤΟΥΡΚΙΑΝ ΚΑΙ ΑΠΟΜΑΚΡΥΝΕΤΑΙ ΑΠΟ ΤΑΣ ΠΑΡΑΔΟΣΕΙΣ ΤΗΣ ΩΣ ΠΡΟΣΤΑΤΙΔΟΣ ΤΩΝ ΧΡΙΣΤΙΑΝΩΝ ΤΗΣ ΑΝΑΤΟΛΗΣ ΑΙ ΟΠΟΙΑΙ ΥΠΗΡΞΑΝ ΕΠΙ ΑΙΩΝΑΣ Η ΔΟΞΑ ΤΗΣ ΓΑΛΛΙΚΗΣ ΔΙΠΛΩΜΑΤΙΑΣ ΚΑΙ ΤΟΥ ΓΑΛΛΙΚΟΥ ΠΝΕΥΜΑΤΟΣ ΤΟ ΟΠΟΙΟΝ ΕΙΣ ΚΑΘΕ ΠΕΡΙΣΤΑΣΙΝ ΕΔΕΙΧΘΗ ΥΠΕΡΜΑΧΟΝ ΤΗΣ ΕΛΕΥΘΕΡΙΑΣ ΚΑΙ ΤΗΣ ΔΙΚΑΙΟΣΥΝΗΣ ΤΩΝ ΛΑΩΝ ΑΛΛΑ ΣΗΜΕΡΟΝ ΤΑ ΟΙΚΟΝΟΜΙΚΑ ΣΥΜΦΕΡΟΝΤΑ ΥΠΕΡΙΣΧΥΟΥΝ ΚΑΙ ΟΙ ΚΕΦΑΛΑΙΟΥΧΟΙ ΤΩΝ ΠΑΡΙΣΙΩΝ ΖΗΤΟΥΝ ΤΗΝ ΠΡΟΣΤΑΣΙΑΝ ΤΩΝ ΤΟΠΟΘΕΤΗΣΕΩΝ ΤΩΝ ΕΙΣ ΤΗΝ ΤΟΥΡΚΙΑΝ ΑΔΙΑΦΟΡΟΥΝΤΕΣ ΔΙΑ ΤΗΝ ΤΥΧΗΝ ΤΩΝ ΧΡΙΣΤΙΑΝΙΚΩΝ ΠΛΗΘΥΣΜΩΝ ΟΙ ΟΠΟΙΟΙ ΣΦΑΖΟΝΤΑΙ ΚΑΙ ΕΚΤΟΠΙΖΟΝΤΑΙ ΚΑΘΗΜΕΡΙΝΩΣ ΥΠΟ ΤΩΝ ΚΕΜΑΛΙΚΩΝ ΟΙ ΟΠΟΙΟΙ ΔΕΝ ΑΝΑΓΝΩΡΙΖΟΥΝ ΟΥΤΕ ΣΥΝΘΗΚΑΣ ΟΥΤΕ ΥΠΟΧΡΕΩΣΕΙΣ ΚΑΙ ΕΝΕΡΓΟΥΝ ΟΠΩΣ ΕΝΗΡΓΟΥΝ ΠΑΝΤΟΤΕ ΟΙ ΟΘΩΜΑΝΟΙ ΕΙΣ ΤΑΣ ΕΠΑΡΧΙΑΣ ΤΗΣ ΑΥΤΟΚΡΑΤΟΡΙΑΣ ΤΩΝ ΟΠΟΥ ΟΙ ΧΡΙΣΤΙΑΝΟΙ ΔΕΝ ΕΙΧΟΝ ΚΑΝΕΝ ΔΙΚΑΙΩΜΑ ΚΑΙ ΚΑΜΜΙΑΝ ΠΡΟΣΤΑΣΙΑΝ ΕΚ ΜΕΡΟΥΣ ΤΩΝ ΑΡΧΩΝ ΟΙ ΟΠΟΙΑΙ ΑΝΤΙΘΕΤΩΣ ΕΝΘΑΡΡΥΝΟΥΝ ΤΑΣ ΒΙΑΙΟΠΡΑΓΙΑΣ ΚΑΙ ΤΑΣ ΑΡΠΑΓΑΣ ΤΩΝ ΑΤΑΚΤΩΝ ΣΩΜΑΤΩΝ ΤΑ ΟΠΟΙΑ ΠΕΡΙΦΕΡΟΝΤΑΙ ΑΝΕΝΟΧΛΗΤΑ ΕΙΣ ΤΑ ΧΩΡΙΑ ΚΑΙ ΤΑΣ ΠΟΛΕΙΣ ΤΟΥ ΕΣΩΤΕΡΙΚΟΥ ΤΗΣ ΑΣΙΑΣ ΧΩΡΙΣ ΚΑΝΕΙΣ ΝΑ ΤΑ ΕΜΠΟΔΙΖΗ ΚΑΙ ΧΩΡΙΣ ΝΑ ΤΙΜΩΡΟΥΝΤΑΙ ΟΙ ΕΝΟΧΟΙ ΤΩΝ ΕΓΚΛΗΜΑΤΩΝ ΤΑ ΟΠΟΙΑ ΔΙΑΠΡΑΤΤΟΝΤΑΙ ΕΙΣ ΒΑΡΟΣ ΤΩΝ ΑΟΠΛΩΝ ΚΑΤΟΙΚΩΝ — [328, 134, 566, 1118]
article-body: ΤΟΥΣ ΕΙΔΟΤΑΣ ΚΑΙ ΝΑ ΜΗ ΚΑΜΗ ΣΥΛΛΑΛΗΤΗΡΙΟΝ ΕΙΣ ΤΑΣ ΟΔΟΥΣ ΤΗΣ ΠΟΛΕΩΣ ΔΙΑ ΝΑ ΜΗ ΠΡΟΚΑΛΕΣΗ ΤΑΡΑΧΑΣ ΟΙ ΜΑΡΤΥΡΕΣ ΤΗΣ ΥΠΕΡΑΣΠΙΣΕΩΣ ΚΑΛΟΥΝΤΑΙ ΚΑΤΟΠΙΝ ΚΑΙ ΚΑΤΑΘΕΤΟΥΝ ΠΕΡΙ ΤΟΥ ΧΑΡΑΚΤΗΡΟΣ ΤΩΝ ΚΑΤΗΓΟΡΟΥΜΕΝΩΝ ΚΑΙ ΤΗΣ ΔΙΑΓΩΓΗΣ ΤΩΝ ΚΑΤΑ ΤΗΝ ΥΠΗΡΕΣΙΑΝ ΤΩΝ ΕΙΣ ΤΟ ΤΑΓΜΑ ΟΙ ΣΥΝΗΓΟΡΟΙ ΖΗΤΟΥΝ ΤΗΝ ΕΞΕΤΑΣΙΝ ΚΑΙ ΑΛΛΩΝ ΜΑΡΤΥΡΩΝ ΟΙ ΟΠΟΙΟΙ ΔΕΝ ΠΑΡΕΥΡΕΘΗΣΑΝ — [1023, 134, 1271, 302]
serial-continued: (Ἀκολουθεῖ) — [1479, 2120, 1549, 2135]
headline-party-belly: Η ΕΞΟΦΛΗΣΙΣ ΤΗΣ ΚΟΙΛΙΑΣ ΤΟΥ ΚΟΜΜΑΤΟΣ — [1048, 1151, 1245, 1175]
army-ad-subtitle: ΠΡΟΚΗΡΥΞΙΣ — [400, 1341, 493, 1355]
subhead-eyewitness: ΑΛΛΟΣ ΑΥΤΟΠΤΗΣ ΜΑΡΤΥΣ — [1033, 581, 1260, 596]
newspaper-title: ΕΜΠΡΟΣ — [40, 94, 1549, 123]
headline-resistance: ΑΝΤΙΣΤΑΣΙΣ ΜΕΧΡΙΣ ΕΣΧΑΤΩΝ — [623, 237, 966, 297]
article-body: ΚΑΙ ΛΗΞΗ ΤΗΣ ΕΥΘΥΝΗΣ ΤΟΥ ΑΓΩΝΟΣ ΕΠΙ ΤΩΝ ΟΠΟΙΩΝ ΑΠΟΦΑΣΕΩΝ ΤΟ ΣΥΜΒΟΥΛΙΟΝ ΚΑΛΕΙ ΟΛΟΥΣ ΤΟΥΣ ΠΡΟΣΦΥΓΑΣ ΚΑΙ ΟΛΟΚΛΗΡΟΝ ΤΟΝ ΕΛΛΗΝΙΚΟΝ ΛΑΟΝ ΝΑ ΣΥΝΤΑΧΘΗ ΕΙΣ ΤΟΝ ΠΑΝΕΛΛΗΝΙΟΝ ΑΓΩΝΑ ΔΙΑ ΤΗΝ ΣΩΤΗΡΙΑΝ ΤΟΥ ΕΘΝΟΥΣ — [799, 402, 1011, 524]
subhead-if-authorities: ΑΝ ΗΘΕΛΟΝ ΑΙ ΑΡΧΑΙ — [814, 995, 997, 1010]
article-body: ΚΑΛΕΙΤΑΙ Ο ΜΑΡΤΥΣ Ο ΟΠΟΙΟΣ ΚΑΤΑΘΕΤΕΙ ΟΤΙ ΑΝ ΔΕΝ ΕΠΕΜΒΑΙΝΕ Η ΑΣΤΥΝΟΜΙΑ ΘΑ ΕΦΟΝΕΥΟΝΤΟ ΚΑΙ ΟΙ ΔΕΚΑΕΞ ΟΙ ΟΠΟΙΟΙ ΕΙΧΟΝ ΣΥΛΛΗΦΘΗ ΤΗΝ ΙΔΙΑΝ ΗΜΕΡΑΝ ΚΑΙ ΚΡΑΤΟΥΝΤΟ ΕΙΣ ΤΟ ΣΤΡΑΤΟΠΕΔΟΝ ΤΟΥ ΤΑΓΜΑΤΟΣ ΥΠΟ ΤΗΝ ΦΡΟΥΡΗΣΙΝ ΤΩΝ ΙΔΙΩΝ ΑΝΔΡΩΝ ΟΙ ΟΠΟΙΟΙ ΕΦΟΝΕΥΣΑΝ ΤΟΝ ΔΡΑΓΟΥΜΗΝ ΚΑΙ ΟΙ ΟΠΟΙΟΙ ΗΣΑΝ ΕΤΟΙΜΟΙ ΝΑ ΕΚΤΕΛΕΣΟΥΝ ΚΑΙ ΑΛΛΟΥΣ — [1023, 797, 1271, 950]
serial-number-2: 7 — [1537, 134, 1549, 154]
serial-subtitle: (Συνέχεια ἐκ τοῦ προηγουμένου) — [1320, 229, 1511, 243]
headline-elections: ΑΡΧΑΙΡΕΣΙΑΙ — [1061, 1675, 1232, 1699]
bank-subtitle: Τιμαὶ ἐξωτερικ. συναλλάγματος — [40, 174, 254, 188]
news-of-day-box — [583, 134, 1007, 229]
headline-public-money: ΤΟΥ ΔΗΜΟΣΙΟΥ ΧΡΗΜΑΤΟΣ — [1061, 1114, 1232, 1151]
bank-title: ΕΘΝ. ΤΡΑΠΕΖΑ ΤΗΣ ΕΛΛΑΔΟΣ — [78, 134, 274, 174]
headline-uprising: Η ΠΑΝΕΛΛΗΝΙΟΣ ΕΞΕΓΕΡΣΙΣ — [623, 297, 966, 366]
serial-author: ΙΟΥΛΙΟΥ ΣΑΝΔΩ — [1342, 134, 1500, 154]
headline-spatali: Η ΣΠΑΤΑΛΗ — [1024, 1079, 1269, 1114]
kiniseis-text: —Ἐφώρευσαν. — Ἐξωφοτικὴς ἄδεια σπάρτων ἐπιτεῖνον τὸν ἐνεστῶν, ἀλλὰ καὶ σημαντικὴν ἀριθμὸν ἐπισκεπτῶν. — [40, 488, 313, 533]
serial-number: 76 — [1283, 134, 1306, 154]
headline-union: ΣΥΝΔΕΣΜΟΥ ΚΑΤΑΧΩΝ ΥΠΟΑΚΑΝΤΟΠΟΙΩΝ — [1066, 1699, 1227, 1727]
article-body: ΓΕΝΟΜΕΝΩΝ ΑΡΧΑΙΡΕΣΙΩΝ ΤΗΝ ΠΑΡΕΛΘΟΥΣΑΝ ΚΥΡΙΑΚΗΝ ΕΞΕΛΕΓΗΣΑΝ ΠΡΟΕΔΡΟΣ ΑΝΤΙΠΡΟΕΔΡΟΣ ΓΕΝΙΚΟΣ ΓΡΑΜΜΑΤΕΥΣ ΚΑΙ ΤΑΜΙΑΣ ΤΟΥ ΣΥΝΔΕΣΜΟΥ — [1023, 1727, 1271, 1802]
fidi-ad-to: ΤΟ — [414, 1503, 479, 1550]
fidi-ad-salon: SALON BERTINI — [368, 1679, 525, 1750]
column-5 — [1283, 134, 1639, 2248]
article-body: ΤΟ ΣΥΜΒΟΥΛΙΟΝ ΤΗΣ ΟΜΟΣΠΟΝΔΙΑΣ ΠΡΟΣΦΥΓΙΚΩΝ ΑΘΗΝΩΝ ΣΥΝΕΛΘΟΝ ΕΚΤΑΚΤΩΣ ΚΑΙ ΕΠΙ ΤΗ ΑΝΑΚΟΙΝΩΣΕΙ ΤΩΝ ΑΠΟΦΑΣΕΩΝ ΤΩΝ ΣΥΜΜΑΧΩΝ ΕΠΙ ΤΟΥ ΑΝΑΤΟΛΙΚΟΥ ΖΗΤΗΜΑΤΟΣ ΑΠΕΦΑΣΙΣΕ ΝΑ ΔΙΑΜΑΡΤΥΡΗΘΗ ΕΝΤΟΝΩΣ ΚΑΙ ΝΑ ΔΗΛΩΣΗ ΟΤΙ ΟΥΔΕΠΟΤΕ ΘΑ ΑΝΑΓΝΩΡΙΣΗ ΕΙΡΗΝΗΝ Η ΟΠΟΙΑ ΘΑ ΠΑΡΑΔΩΣΗ ΤΟΥΣ ΕΛΛΗΝΑΣ ΤΗΣ ΜΙΚΡΑΣ ΑΣΙΑΣ ΕΙΣ ΤΗΝ ΔΙΑΚΡΙΣΙΝ ΤΩΝ ΤΟΥΡΚΩΝ ΚΑΙ ΟΤΙ ΘΑ ΑΓΩΝΙΣΘΗ ΜΕΧΡΙΣ ΕΣΧΑΤΩΝ — [579, 402, 790, 600]
subhead-gytaris: ΤΙ ΗΠΟ Ο ΓΥΤΑΡΗΣ — [604, 1906, 765, 1922]
article-body: ΚΥΡΙΕ ΔΙΕΥΘΥΝΤΑ ΤΟΥ ΕΜΠΡΟΣ Η ΚΥΒΕΡΝΗΣΙΣ ΕΥΡΙΣΚΕΤΑΙ ΠΡΟ ΤΟΥ ΠΡΟΒΛΗΜΑΤΟΣ ΤΗΣ ΕΞΕΥΡΕΣΕΩΣ ΠΟΡΩΝ ΔΙΑ ΤΗΝ ΣΥΝΕΧΙΣΙΝ ΤΟΥ ΑΓΩΝΟΣ ΚΑΙ ΕΝΩ Ο ΛΑΟΣ ΦΟΡΟΛΟΓΕΙΤΑΙ ΒΑΡΥΤΑΤΑ ΚΑΙ ΣΤΕΡΕΙΤΑΙ ΚΑΙ ΤΩΝ ΣΤΟΙΧΕΙΩΔΕΣΤΕΡΩΝ ΑΓΑΘΩΝ ΤΑ ΧΡΗΜΑΤΑ ΤΟΥ ΔΗΜΟΣΙΟΥ ΣΠΑΤΑΛΩΝΤΑΙ ΔΙΑ ΤΗΝ ΙΚΑΝΟΠΟΙΗΣΙΝ ΤΩΝ ΚΟΜΜΑΤΙΚΩΝ ΟΡΕΞΕΩΝ ΚΑΙ ΤΗΝ ΣΥΝΤΗΡΗΣΙΝ ΑΧΡΗΣΤΩΝ ΥΠΗΡΕΣΙΩΝ ΑΙ ΟΠΟΙΑΙ ΔΗΜΙΟΥΡΓΟΥΝΤΑΙ ΔΙΑ ΝΑ ΤΑΚΤΟΠΟΙΗΘΟΥΝ ΟΙ ΦΙΛΟΙ ΤΩΝ ΒΟΥΛΕΥΤΩΝ ΚΑΙ ΤΩΝ ΥΠΟΥΡΓΩΝ ΕΙΣ ΒΑΡΟΣ ΤΟΥ ΦΟΡΟΛΟΓΟΥΜΕΝΟΥ ΠΟΛΙΤΟΥ Ο ΟΠΟΙΟΣ ΔΕΝ ΔΥΝΑΤΑΙ ΠΛΕΟΝ ΝΑ ΑΝΤΕΞΗ ΕΙΣ ΤΑ ΒΑΡΗ ΤΑ ΟΠΟΙΑ ΤΟΥ ΕΠΙΒΑΛΛΟΝΤΑΙ ΚΑΙ ΔΙΑ ΤΑ ΟΠΟΙΑ ΟΥΔΕΜΙΑΝ ΑΝΤΑΠΟΔΟΣΙΝ ΛΑΜΒΑΝΕΙ ΕΚ ΜΕΡΟΥΣ ΤΟΥ ΚΡΑΤΟΥΣ ΤΟ ΟΠΟΙΟΝ ΟΦΕΙΛΕΙ ΝΑ ΜΕΡΙΜΝΗΣΗ ΔΙΑ ΤΗΝ ΟΙΚΟΝΟΜΙΑΝ — [1023, 1175, 1271, 1482]
subhead-kounoupos: Η ΕΠΙΜΟΝΗ ΤΟΥ ΚΟΥΝΟΥΠΟΥ — [1075, 426, 1218, 456]
news-of-day-title: ΕΙΔΗΣΕΙΣ ΤΗΣ ΗΜΕΡΑΣ — [617, 142, 972, 221]
article-body: ΚΑΛΕΙΤΑΙ Ο ΜΑΡΤΥΣ ΕΥΑΓΓΕΛΟΣ ΑΘΑΝΑΣΙΟΥ ΣΥΝΤΑΞΙΟΥΧΟΣ ΚΑΤΟΙΚΟΣ ΚΗΦΙΣΙΑΣ Ο ΟΠΟΙΟΣ ΕΥΡΙΣΚΕΤΟ ΕΙΣ ΤΗΝ ΛΕΩΦΟΡΟΝ ΚΑΤΑ ΤΗΝ ΣΤΙΓΜΗΝ ΤΟΥ ΕΓΚΛΗΜΑΤΟΣ ΚΑΙ ΕΙΔΕ ΤΟΥΣ ΔΟΛΟΦΟΝΟΥΣ ΝΑ ΠΥΡΟΒΟΛΟΥΝ ΕΝΑΝΤΙΟΝ ΤΟΥ ΘΥΜΑΤΟΣ ΧΩΡΙΣ ΛΟΓΟΝ — [1023, 598, 1271, 704]
observatory-text: 18 Μαρτίου 1922. — Ἀνατολὴ ἡλίου ὥρα 6.14. δύσις ὥρα 6.17. Σελήνη ἐ ημερῶν. — [40, 420, 313, 450]
serial-title: ΒΑΛΚΡΕΖ — [1283, 160, 1639, 229]
resolution-date: Ἐν Ἀθήναις τῇ 17 Μαρτίου 1921 — [820, 600, 1011, 614]
subhead-palamas: Ο ΜΑΡΤΥΣ κ. ΚΩΣΤΗΣ ΠΑΛΑΜΑΣ — [814, 1432, 997, 1463]
o-parisinos-title: Ο ΠΑΡΙΣΙΝΟΣ — [380, 1279, 513, 1299]
bank-rates: Λονδῖνον 93.00—89. Παρισίων 202.— 205.— Ν. Ὑόρκη 22.40—22.60 Ἑλβετίας 435.— 442.1/4 Ἰταλίας 113. 3/4 116.50 Ἰσπανίας 347.25 — 353.75 Ὁλλανδίας 845.25—859.1/2 Σουηδίας 594. 00—604.00 Βρυξελλῶν 188.— 192. 1/2 Ἀθ 16.00 — 18.00 Μέριον 6.1/4—8.75 — [40, 189, 313, 280]
post-text: ΠΑΡΑΣΚΕΥΗ, 18 Μαρτίου, 1922. — Ἀφιξεις 7 Μαρτίου 6 μ. μ. Ὁ «Κρήτης» ἐξ Πειραιῶς, ὁ «Αὐτοκράτωρ» ἐκ Σμύρνης. Ἀναχωρήσεις: «Ἥλιος» 2 μ. μ. Μυτιλήνην, «Πάτρις» 3 μ. μ. Κωνσταντινούπολιν. — [40, 312, 313, 388]
kiniseis-title: ΚΙΝΗΣΕΙΣ — [106, 465, 246, 488]
serial-header — [1283, 134, 1549, 156]
army-ad-signature: Γ. ΔΟΥΜΑΣ — [492, 1474, 566, 1488]
article-body: Ο ΜΑΡΤΥΣ ΚΑΤΑΘΕΤΕΙ ΟΤΙ ΤΗΝ ΗΜΕΡΑΝ ΤΟΥ ΕΓΚΛΗΜΑΤΟΣ ΕΥΡΙΣΚΕΤΟ ΠΛΗΣΙΟΝ ΤΟΥ ΤΟΠΟΥ ΚΑΙ ΕΙΔΕ ΤΟ ΑΥΤΟΚΙΝΗΤΟΝ ΝΑ ΣΤΑΜΑΤΑ ΚΑΙ ΤΟΥΣ ΑΝΔΡΑΣ ΝΑ ΚΑΤΕΡΧΩΝΤΑΙ ΜΕ ΤΑ ΟΠΛΑ ΕΙΣ ΧΕΙΡΑΣ — [579, 1121, 790, 1212]
headline-never-peace: ΟΥΔΕΠΟΤΕ ΑΤΙΜΟΝ ΕΙΡΗΝΗΝ! — [599, 366, 991, 388]
